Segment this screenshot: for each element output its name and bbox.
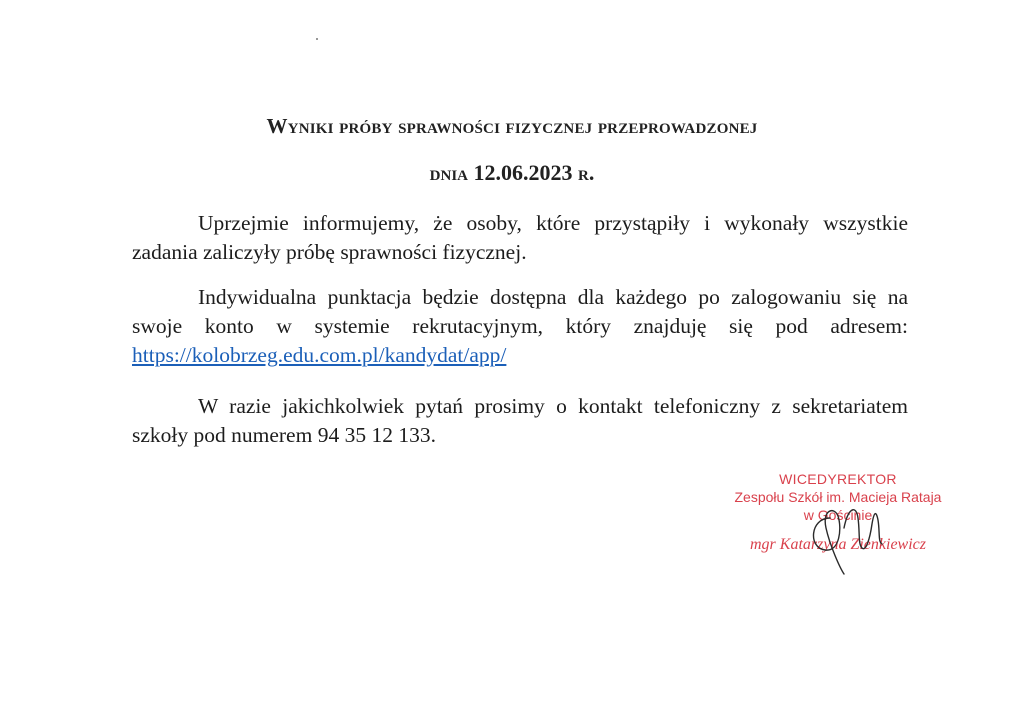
paragraph-contact	[132, 392, 908, 450]
paragraph-login-text: Indywidualna punktacja będzie dostępna dla każdego po zalogowaniu się na swoje konto w systemie rekrutacyjnym, który znajduję się pod adresem:	[132, 285, 908, 338]
stamp-school-location: w Gościnie	[803, 507, 873, 523]
document-title: Wyniki próby sprawności fizycznej przeprowadzonej	[266, 114, 758, 138]
handwritten-signature-icon	[800, 488, 910, 578]
stamp-role: WICEDYREKTOR	[779, 471, 897, 487]
stamp-signatory-name: mgr Katarzyna Zienkiewicz	[750, 536, 926, 553]
recruitment-system-link[interactable]: https://kolobrzeg.edu.com.pl/kandydat/app/	[132, 343, 507, 367]
stamp-school-name: Zespołu Szkół im. Macieja Rataja	[734, 489, 942, 505]
paragraph-results	[132, 209, 908, 267]
paragraph-contact-text: W razie jakichkolwiek pytań prosimy o kontakt telefoniczny z sekretariatem szkoły pod numerem 94 35 12 133.	[132, 394, 908, 447]
paragraph-results-text: Uprzejmie informujemy, że osoby, które przystąpiły i wykonały wszystkie zadania zaliczyły próbę sprawności fizycznej.	[132, 211, 908, 264]
paragraph-login-info	[132, 283, 908, 370]
document-date-line: dnia 12.06.2023 r.	[429, 160, 595, 185]
scan-speck	[316, 38, 318, 40]
